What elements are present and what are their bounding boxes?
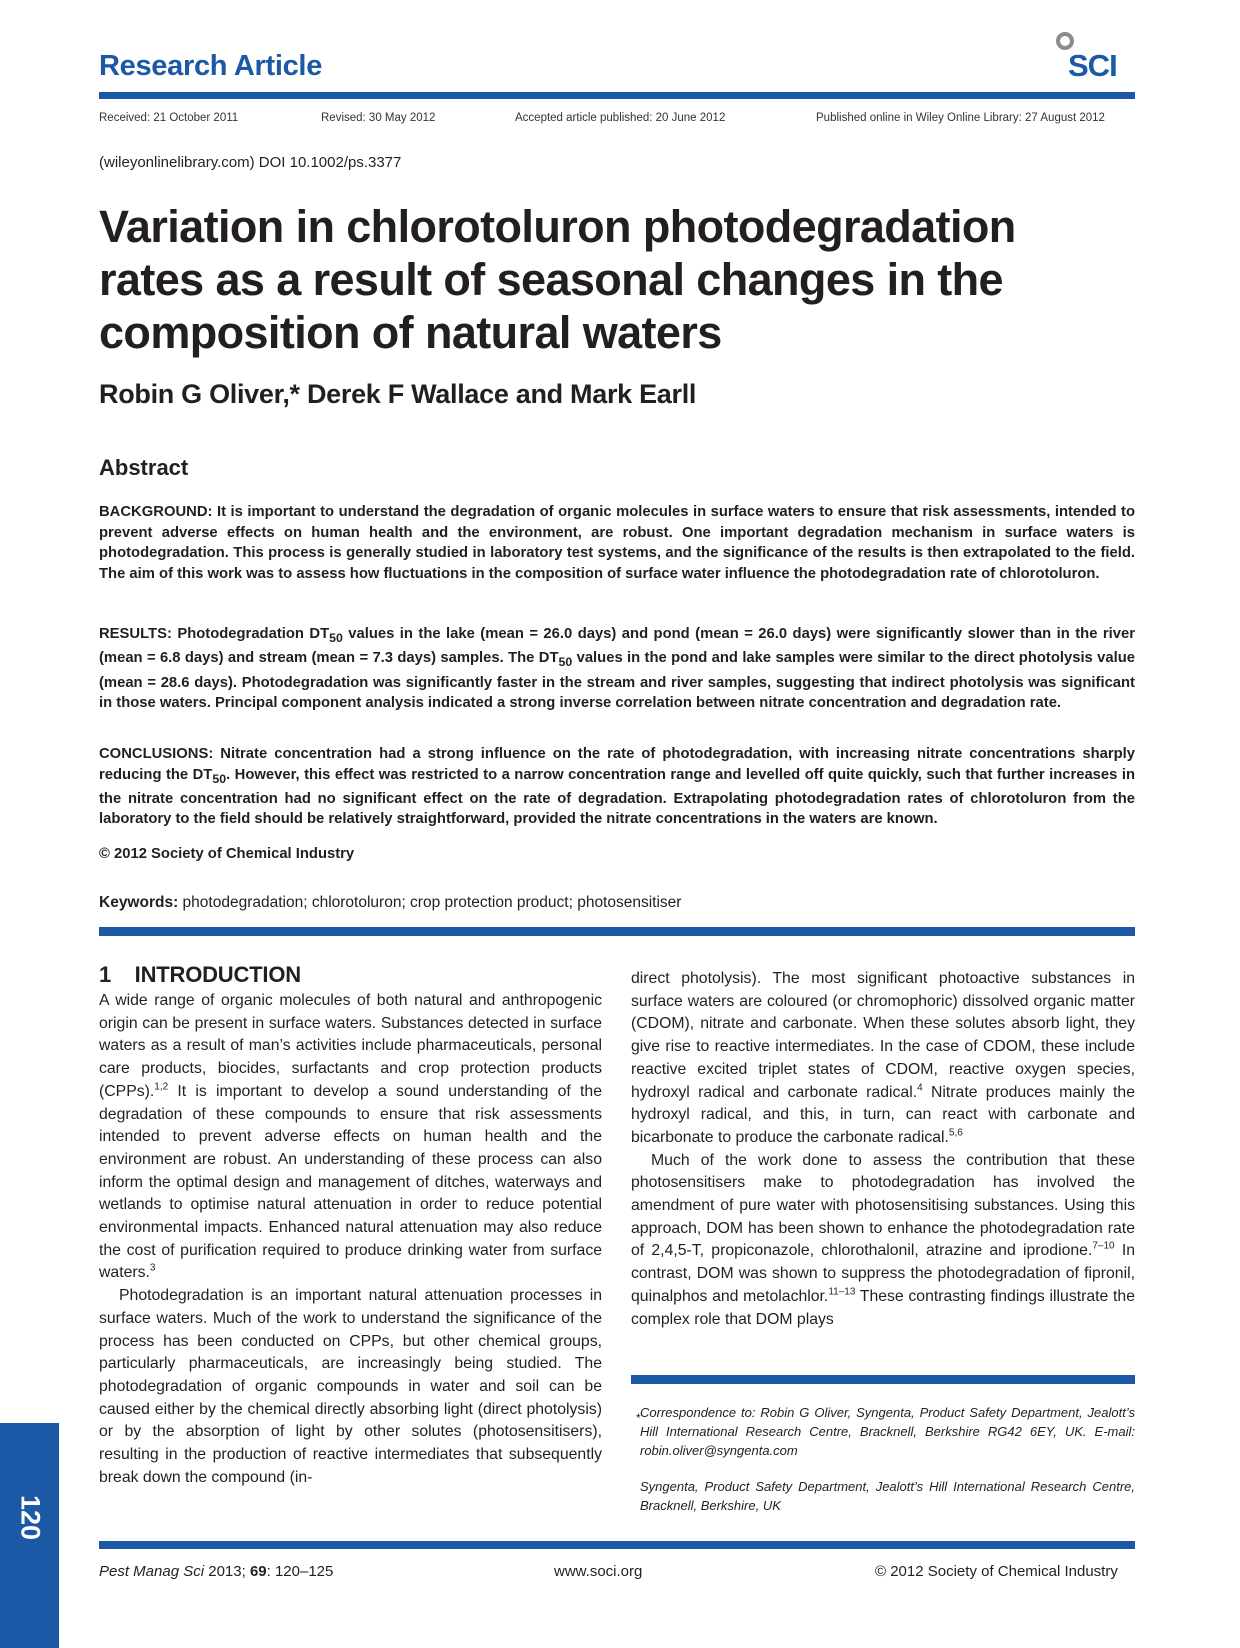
header-rule: [99, 92, 1135, 99]
abstract-conclusions: [99, 744, 1135, 830]
publisher-website[interactable]: www.soci.org: [554, 1563, 643, 1580]
title-line: rates as a result of seasonal changes in the: [99, 254, 1003, 305]
paragraph-text: In contrast, DOM was shown to suppress the photodegradation of fipronil, quinalphos and metolachlor.: [631, 1242, 1135, 1305]
footer-copyright: © 2012 Society of Chemical Industry: [875, 1563, 1118, 1580]
title-line: composition of natural waters: [99, 307, 722, 358]
keywords-text: photodegradation; chlorotoluron; crop protection product; photosensitiser: [178, 894, 682, 911]
keywords-label: Keywords:: [99, 894, 179, 911]
keywords-line: [99, 894, 681, 912]
footnote-rule: [631, 1375, 1135, 1384]
paragraph: [99, 990, 602, 1285]
paragraph: [631, 968, 1135, 1150]
sci-logo: [1054, 30, 1134, 82]
date-accepted: Accepted article published: 20 June 2012: [515, 112, 726, 124]
title-line: Variation in chlorotoluron photodegradation: [99, 201, 1016, 252]
subscript: 50: [329, 630, 343, 645]
paragraph: Photodegradation is an important natural attenuation processes in surface waters. Much of the work to understand the significance of the process has been conducted on CPPs, but other chemical groups, particularly pharmaceuticals, are increasingly being studied. The photodegradation of organic compounds in water and soil can be caused either by the chemical directly absorbing light (direct photolysis) or by the absorption of light by other solutes (photosensitisers), resulting in the production of reactive intermediates that subsequently break down the compound (in-: [99, 1287, 602, 1486]
citation: 4: [917, 1082, 923, 1094]
affiliation-footnote: Syngenta, Product Safety Department, Jealott’s Hill International Research Centre, Bracknell, Berkshire, UK: [640, 1479, 1135, 1513]
correspondence-footnote: Correspondence to: Robin G Oliver, Syngenta, Product Safety Department, Jealott’s Hill International Research Centre, Bracknell, Berkshire RG42 6EY, UK. E-mail: robin.oliver@syngenta.com: [640, 1405, 1135, 1458]
paragraph-text: Much of the work done to assess the contribution that these photosensitisers make to photodegradation has involved the amendment of pure water with photosensitising substances. Using this approach, DOM has been shown to enhance the photodegradation rate of 2,4,5-T, propiconazole, chlorothalonil, atrazine and iprodione.: [631, 1151, 1135, 1260]
results-text: values in the pond and lake samples were similar to the direct photolysis value (mean = 28.6 days). Photodegradation was significantly faster in the stream and river samples, suggesting that indirect photolysis was significant in those waters. Principal component analysis indicated a strong inverse correlation between nitrate concentration and degradation rate.: [99, 650, 1135, 712]
conclusions-text: CONCLUSIONS: Nitrate concentration had a strong influence on the rate of photodegradation, with increasing nitrate concentrations sharply reducing the DT: [99, 746, 1135, 783]
journal-name: Pest Manag Sci: [99, 1563, 205, 1580]
paragraph-text: It is important to develop a sound understanding of the degradation of these compounds to ensure that risk assessments intended to prevent adverse effects on human health and the environment are robust. An understanding of these process can also inform the optimal design and management of ditches, waterways and wetlands to optimise natural attenuation in order to reduce potential environmental impacts. Enhanced natural attenuation may also reduce the cost of purification required to produce drinking water from surface waters.: [99, 1082, 602, 1282]
abstract-background: BACKGROUND: It is important to understand the degradation of organic molecules in surface waters to ensure that risk assessments, intended to prevent adverse effects on human health and the environment, are robust. One important degradation mechanism in surface waters is photodegradation. This process is generally studied in laboratory test systems, and the significance of the results is then extrapolated to the field. The aim of this work was to assess how fluctuations in the composition of surface water influence the photodegradation rate of chlorotoluron.: [99, 504, 1135, 582]
left-column: [99, 990, 602, 1489]
journal-volume: 69: [249, 1563, 267, 1580]
article-title: [99, 200, 1159, 359]
citation: 11–13: [828, 1286, 856, 1298]
date-published: Published online in Wiley Online Library: 27 August 2012: [816, 112, 1105, 124]
subscript: 50: [558, 655, 573, 670]
footnote-marker: *: [636, 1411, 641, 1425]
citation: 7–10: [1092, 1241, 1115, 1253]
journal-citation: [99, 1563, 333, 1580]
paragraph-text: Nitrate produces mainly the hydroxyl radical, and this, in turn, can react with carbonate and bicarbonate to produce the carbonate radical.: [631, 1083, 1135, 1146]
abstract-bottom-rule: [99, 927, 1135, 936]
citation: 3: [149, 1263, 156, 1275]
citation: 1,2: [154, 1081, 169, 1093]
paragraph: [631, 1150, 1135, 1332]
abstract-heading: Abstract: [99, 455, 189, 480]
date-revised: Revised: 30 May 2012: [321, 112, 436, 124]
logo-text: SCI: [1068, 48, 1117, 83]
journal-pages: : 120–125: [266, 1563, 334, 1580]
doi-line: (wileyonlinelibrary.com) DOI 10.1002/ps.3377: [99, 154, 402, 171]
abstract-copyright: © 2012 Society of Chemical Industry: [99, 846, 355, 862]
results-text: values in the lake (mean = 26.0 days) and pond (mean = 26.0 days) were significantly slower than in the river (mean = 6.8 days) and stream (mean = 7.3 days) samples. The DT: [99, 626, 1135, 667]
abstract-results: [99, 624, 1135, 714]
journal-year: 2013;: [204, 1563, 250, 1580]
right-column: [631, 968, 1135, 1331]
date-received: Received: 21 October 2011: [99, 112, 239, 124]
results-text: RESULTS: Photodegradation DT: [99, 626, 330, 642]
paragraph-text: direct photolysis). The most significant photoactive substances in surface waters are coloured (or chromophoric) dissolved organic matter (CDOM), nitrate and carbonate. When these solutes absorb light, they give rise to reactive intermediates. In the case of CDOM, these include reactive excited triplet states of CDOM, reactive oxygen species, hydroxyl radical and carbonate radical.: [631, 970, 1135, 1101]
citation: 5,6: [948, 1127, 963, 1139]
author-list: Robin G Oliver,* Derek F Wallace and Mark Earll: [99, 379, 697, 409]
section-heading-introduction: 1 INTRODUCTION: [99, 962, 301, 987]
subscript: 50: [212, 771, 227, 786]
article-type-heading: Research Article: [99, 50, 323, 82]
page-number: 120: [15, 1494, 46, 1541]
footer-rule: [99, 1541, 1135, 1549]
paragraph-text: A wide range of organic molecules of both natural and anthropogenic origin can be present in surface waters. Substances detected in surface waters as a result of man’s activities include pharmaceuticals, personal care products, biocides, surfactants and crop protection products (CPPs).: [99, 992, 602, 1100]
conclusions-text: . However, this effect was restricted to a narrow concentration range and levelled off quite quickly, such that further increases in the nitrate concentration had no significant effect on the rate of degradation. Extrapolating photodegradation rates of chlorotoluron from the laboratory to the field should be relatively straightforward, provided the nitrate concentrations in the waters are known.: [99, 766, 1135, 828]
paragraph-text: These contrasting findings illustrate the complex role that DOM plays: [631, 1287, 1135, 1328]
